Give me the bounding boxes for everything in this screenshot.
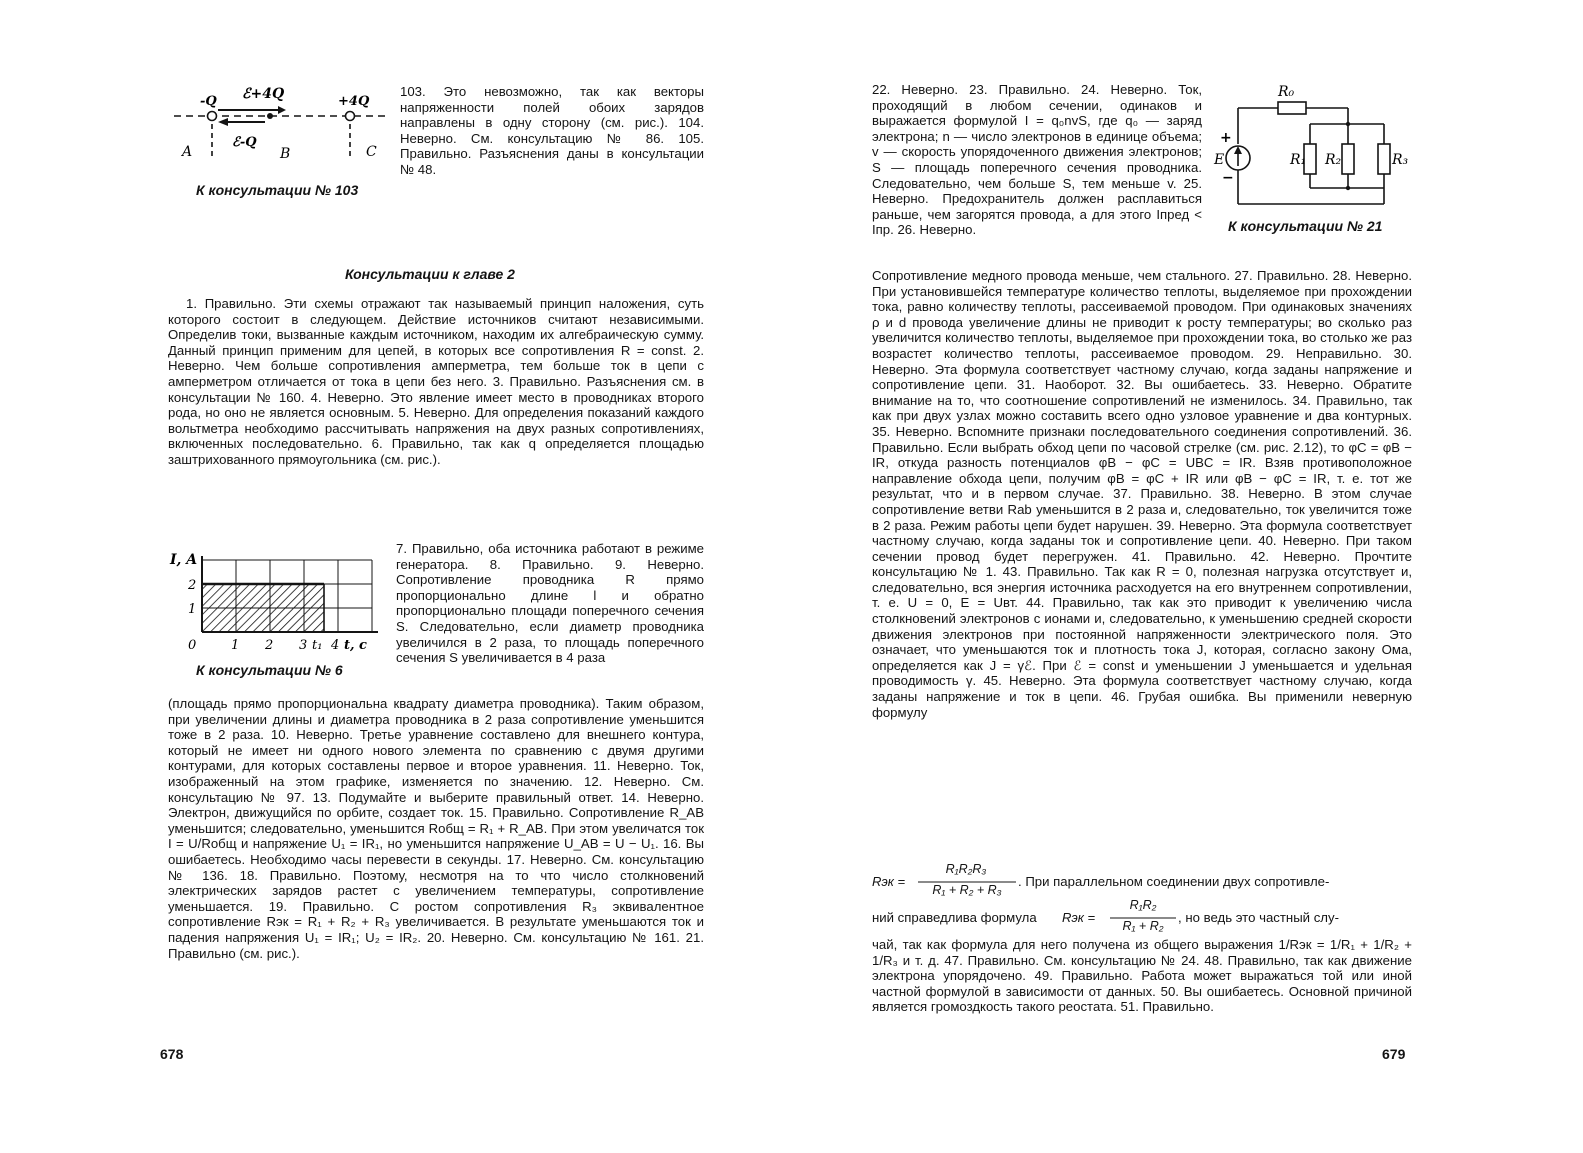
formula-1-text: . При параллельном соединении двух сопротивле- xyxy=(1018,874,1330,889)
formula-2-numerator: R₁R₂ xyxy=(1129,898,1157,912)
point-b-label: B xyxy=(280,146,291,162)
paragraph-9-21: (площадь прямо пропорциональна квадрату диаметра проводника). Таким образом, при увеличении длины и диаметра проводника в 2 раза сопротивление уменьшится тоже в 2 раза. 10. Неверно. Третье уравнение составлено для внешнего контура, который не имеет ни одного нового элемента по сравнению с двумя другими контурами, для которых составлены первое и второе уравнения. 11. Неверно. Ток, изображенный на этом графике, изменяется по значению. 12. Неверно. См. консультацию № 97. 13. Подумайте и выберите правильный ответ. 14. Неверно. Электрон, движущийся по орбите, создает ток. 15. Правильно. Сопротивление R_AB уменьшится; следовательно, уменьшится Rобщ = R₁ + R_AB. При этом увеличатся ток I = U/Rобщ и напряжение U₁ = IR₁, но уменьшится напряжение U_AB = U − U₁. 16. Вы ошибаетесь. Необходимо часы перевести в секунды. 17. Неверно. См. консультацию № 136. 18. Правильно. Поэтому, несмотря на то что число столкновений электрических зарядов растет с увеличением температуры, сопротивление уменьшается. 19. Правильно. С ростом сопротивления R₃ эквивалентное сопротивление Rэк = R₁ + R₂ + R₃ увеличивается. В результате уменьшаются ток и падения напряжения U₁ = IR₁; U₂ = IR₂. 20. Неверно. См. консультацию № 161. 21. Правильно (см. рис.). xyxy=(168,696,704,961)
page-number-left: 678 xyxy=(160,1046,184,1062)
page-number-right: 679 xyxy=(1382,1046,1406,1062)
paragraph-46-51: чай, так как формула для него получена из общего выражения 1/Rэк = 1/R₁ + 1/R₂ + 1/R₃ и т. д. 47. Правильно. См. консультацию № 24. 48. Правильно, так как движение электрона упорядочено. 49. Правильно. Работа может выражаться той или иной частной формулой в зависимости от данных. 50. Вы ошибаетесь. Основной причиной является громоздкость такого реостата. 51. Правильно. xyxy=(872,937,1412,1015)
charges-diagram xyxy=(170,80,395,180)
x-axis-label: t, c xyxy=(344,638,367,653)
figure-21 xyxy=(1212,78,1412,218)
plus-label: + xyxy=(1220,130,1232,146)
x-tick-4: 4 xyxy=(331,638,340,653)
x-tick-1: 1 xyxy=(231,638,240,653)
point-a-label: A xyxy=(182,144,193,160)
resistor-r0 xyxy=(1278,102,1306,114)
y-tick-2: 2 xyxy=(188,578,197,593)
t1-label: t₁ xyxy=(312,638,323,653)
chapter-heading: Консультации к главе 2 xyxy=(345,266,515,282)
e-label: E xyxy=(1214,152,1225,168)
formula-1-denominator: R₁ + R₂ + R₃ xyxy=(932,883,1002,897)
charge-pos-label: +4Q xyxy=(338,94,370,109)
figure-6-caption: К консультации № 6 xyxy=(196,662,343,678)
y-axis-label: I, A xyxy=(170,552,198,568)
resistor-r2 xyxy=(1342,144,1354,174)
r0-label: R₀ xyxy=(1278,84,1295,100)
x-tick-0: 0 xyxy=(188,638,197,653)
x-tick-3: 3 xyxy=(299,638,308,653)
r1-label: R₁ xyxy=(1290,152,1307,168)
formula-line-1 xyxy=(872,862,1412,902)
figure-103 xyxy=(170,80,395,180)
answers-103-105: 103. Это невозможно, так как векторы напряженности полей обоих зарядов направлены в одну сторону (см. рис.). 104. Неверно. См. консультацию № 86. 105. Правильно. Разъяснения даны в консультации № 48. xyxy=(400,84,704,177)
resistor-r3 xyxy=(1378,144,1390,174)
formula-1-numerator: R₁R₂R₃ xyxy=(945,862,987,876)
paragraph-26-46: Сопротивление медного провода меньше, чем стального. 27. Правильно. 28. Неверно. При установившейся температуре количество теплоты, выделяемое при прохождении тока, равно количеству теплоты, рассеиваемой проводом. При одинаковых значениях ρ и d провода увеличение длины не приводит к росту температуры; во сколько раз увеличится количество теплоты, выделяемое при прохождении тока, во столько же раз возрастет количество теплоты, рассеиваемое проводом. 29. Неправильно. 30. Неверно. Эта формула соответствует частному случаю, когда заданы напряжение и сопротивление цепи. 31. Наоборот. 32. Вы ошибаетесь. 33. Неверно. Обратите внимание на то, что соотношение сопротивлений не изменилось. 34. Правильно, так как при двух узлах можно составить всего одно узловое уравнение и два контурных. 35. Неверно. Вспомните признаки последовательного соединения сопротивлений. 36. Правильно. Если выбрать обход цепи по часовой стрелке (см. рис. 2.12), то φC = φB − IR, откуда разность потенциалов φB − φC = UBC = IR. Взяв противоположное направление обхода цепи, получим φB = φC + IR или φB − φC = IR, т. е. тот же результат, что и в первом случае. 37. Правильно. 38. Неверно. В этом случае сопротивление ветви Rab уменьшится в 2 раза и, следовательно, ток увеличится тоже в 2 раза. Режим работы цепи будет нарушен. 39. Неверно. Эта формула соответствует частному случаю, когда заданы ток и сопротивление цепи. 40. Неверно. При таком сечении провод будет перегружен. 41. Правильно. 42. Неверно. Прочтите консультацию № 1. 43. Правильно. Так как R = 0, полезная нагрузка отсутствует и, следовательно, вся энергия источника расходуется на его внутреннем сопротивлении, т. е. U = 0, E = Uвт. 44. Правильно, так как это приводит к увеличению числа столкновений электронов с ионами и, следовательно, к уменьшению средней скорости движения электронов при постоянной напряженности электрического поля. Это означает, что уменьшаются ток и плотность тока J, которая, согласно закону Ома, определяется как J = γℰ. При ℰ = const и уменьшении J уменьшается и удельная проводимость γ. 45. Неверно. Эта формула соответствует частному случаю, когда заданы напряжение и ток в цепи. 46. Грубая ошибка. Вы применили неверную формулу xyxy=(872,268,1412,720)
y-tick-1: 1 xyxy=(188,602,197,617)
formula-2-denominator: R₁ + R₂ xyxy=(1122,919,1164,933)
e-minus-label: ℰ-Q xyxy=(232,135,257,150)
minus-label: − xyxy=(1222,170,1234,186)
circuit-diagram xyxy=(1212,78,1412,218)
figure-103-caption: К консультации № 103 xyxy=(196,182,359,198)
point-c-label: C xyxy=(366,144,377,160)
formula-2-lhs: Rэк = xyxy=(1062,910,1096,925)
e-plus-label: ℰ+4Q xyxy=(242,86,285,102)
charge-neg-label: -Q xyxy=(200,94,217,109)
figure-21-caption: К консультации № 21 xyxy=(1228,218,1383,234)
right-page xyxy=(792,0,1583,1153)
left-page xyxy=(0,0,791,1153)
r2-label: R₂ xyxy=(1325,152,1342,168)
paragraph-7-9: 7. Правильно, оба источника работают в режиме генератора. 8. Правильно. 9. Неверно. Сопротивление проводника R прямо пропорционально длине l и обратно пропорционально площади поперечного сечения S. Следовательно, если диаметр проводника увеличился в 2 раза, то площадь поперечного сечения S увеличивается в 4 раза xyxy=(396,541,704,666)
formula-1-lhs: Rэк = xyxy=(872,874,906,889)
current-time-graph xyxy=(160,546,382,658)
r3-label: R₃ xyxy=(1392,152,1409,168)
formula-2-prefix: ний справедлива формула xyxy=(872,910,1037,925)
formula-line-2 xyxy=(872,898,1412,938)
formula-2-text: , но ведь это частный слу- xyxy=(1178,910,1339,925)
paragraph-1-6: 1. Правильно. Эти схемы отражают так называемый принцип наложения, суть которого состоит в следующем. Действие источников считают независимыми. Определив токи, вызванные каждым источником, находим их алгебраическую сумму. Данный принцип применим для цепей, в которых все сопротивления R = const. 2. Неверно. Чем больше сопротивления амперметра, тем больше ток в цепи с амперметром отличается от тока в цепи без него. 3. Правильно. Разъяснения см. в консультации № 160. 4. Неверно. Это явление имеет место в проводниках второго рода, но оно не является основным. 5. Неверно. Для определения показаний каждого вольтметра необходимо рассчитывать напряжения на двух разных сопротивлениях, включенных последовательно. 6. Правильно, так как q определяется площадью заштрихованного прямоугольника (см. рис.). xyxy=(168,296,704,467)
x-tick-2: 2 xyxy=(265,638,274,653)
paragraph-22-26: 22. Неверно. 23. Правильно. 24. Неверно. Ток, проходящий в любом сечении, одинаков и выражается формулой I = q₀nvS, где q₀ — заряд электрона; n — число электронов в единице объема; v — скорость упорядоченного движения электронов; S — площадь поперечного сечения проводника. Следовательно, чем больше S, тем меньше v. 25. Неверно. Предохранитель должен расплавиться раньше, чем загорятся провода, а для этого Iпред < Iпр. 26. Неверно. xyxy=(872,82,1202,238)
figure-6 xyxy=(160,546,382,658)
